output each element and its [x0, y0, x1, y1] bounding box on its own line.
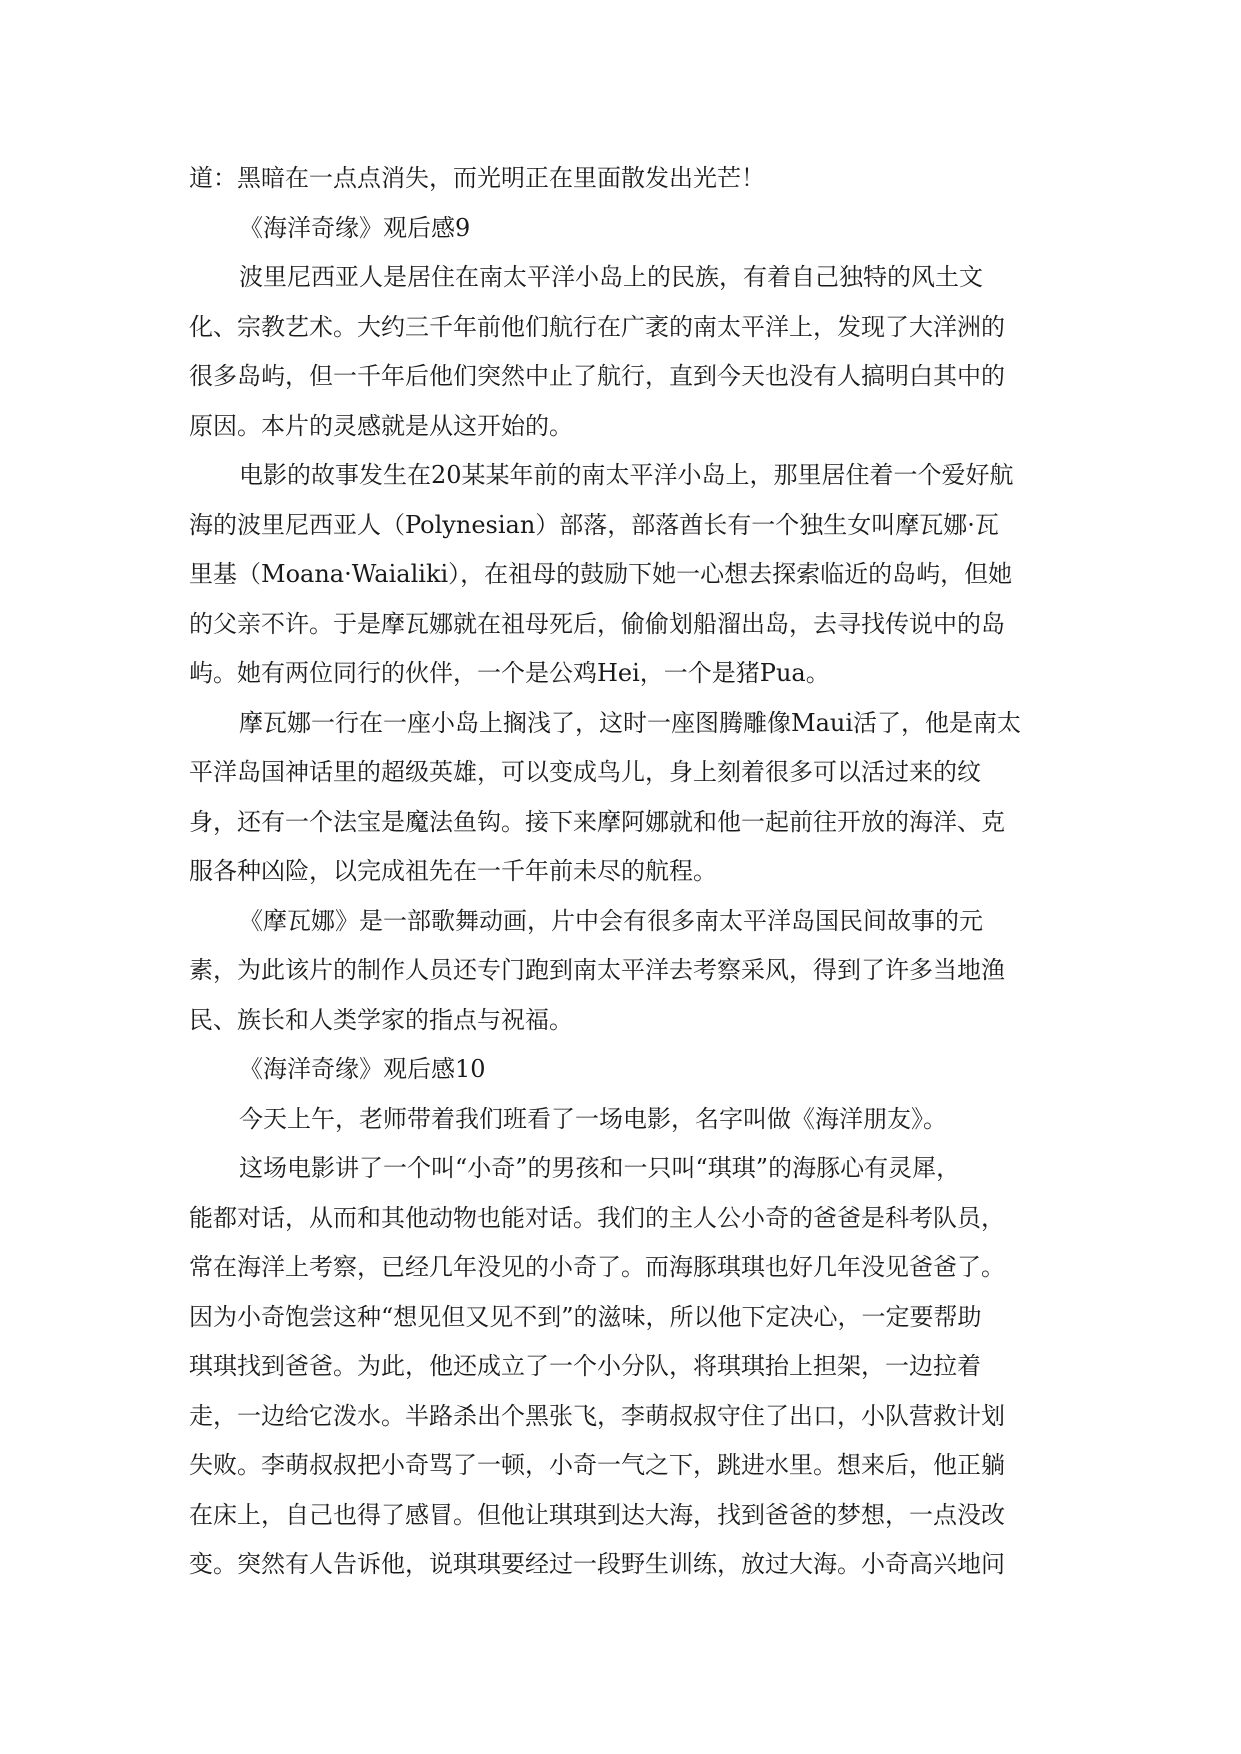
text-line: 素，为此该片的制作人员还专门跑到南太平洋去考察采风，得到了许多当地渔 [189, 956, 1005, 984]
text-line: 《海洋奇缘》观后感10 [239, 1055, 486, 1083]
text-line: 因为小奇饱尝这种“想见但又见不到”的滋味，所以他下定决心，一定要帮助 [189, 1302, 982, 1331]
text-line: 电影的故事发生在20某某年前的南太平洋小岛上，那里居住着一个爱好航 [239, 461, 1014, 489]
text-line: 化、宗教艺术。大约三千年前他们航行在广袤的南太平洋上，发现了大洋洲的 [189, 312, 1005, 341]
text-line: 变。突然有人告诉他，说琪琪要经过一段野生训练，放过大海。小奇高兴地问 [189, 1550, 1005, 1578]
text-line: 失败。李萌叔叔把小奇骂了一顿，小奇一气之下，跳进水里。想来后，他正躺 [189, 1451, 1005, 1479]
text-line: 今天上午，老师带着我们班看了一场电影，名字叫做《海洋朋友》。 [239, 1104, 947, 1133]
text-line: 波里尼西亚人是居住在南太平洋小岛上的民族，有着自己独特的风土文 [239, 263, 983, 291]
text-line: 的父亲不许。于是摩瓦娜就在祖母死后，偷偷划船溜出岛，去寻找传说中的岛 [189, 609, 1005, 638]
text-line: 摩瓦娜一行在一座小岛上搁浅了，这时一座图腾雕像Maui活了，他是南太 [239, 708, 1022, 737]
text-line: 海的波里尼西亚人（Polynesian）部落，部落酋长有一个独生女叫摩瓦娜·瓦 [189, 510, 999, 539]
text-line: 常在海洋上考察，已经几年没见的小奇了。而海豚琪琪也好几年没见爸爸了。 [189, 1253, 1005, 1281]
text-line: 能都对话，从而和其他动物也能对话。我们的主人公小奇的爸爸是科考队员， [189, 1203, 1005, 1232]
body-text [189, 154, 1051, 1590]
text-line: 《海洋奇缘》观后感9 [239, 213, 471, 242]
text-line: 里基（Moana·Waialiki），在祖母的鼓励下她一心想去探索临近的岛屿，但她 [189, 560, 1013, 588]
text-line: 走，一边给它泼水。半路杀出个黑张飞，李萌叔叔守住了出口，小队营救计划 [189, 1401, 1005, 1430]
text-line: 很多岛屿，但一千年后他们突然中止了航行，直到今天也没有人搞明白其中的 [189, 362, 1005, 390]
text-line: 琪琪找到爸爸。为此，他还成立了一个小分队，将琪琪抬上担架，一边拉着 [189, 1352, 981, 1380]
text-line: 这场电影讲了一个叫“小奇”的男孩和一只叫“琪琪”的海豚心有灵犀， [239, 1154, 961, 1182]
text-line: 原因。本片的灵感就是从这开始的。 [189, 411, 573, 440]
text-line: 身，还有一个法宝是魔法鱼钩。接下来摩阿娜就和他一起前往开放的海洋、克 [189, 807, 1005, 836]
text-line: 《摩瓦娜》是一部歌舞动画，片中会有很多南太平洋岛国民间故事的元 [239, 906, 983, 935]
text-line: 道：黑暗在一点点消失，而光明正在里面散发出光芒！ [189, 164, 765, 192]
text-line: 民、族长和人类学家的指点与祝福。 [189, 1005, 573, 1034]
text-line: 在床上，自己也得了感冒。但他让琪琪到达大海，找到爸爸的梦想，一点没改 [189, 1500, 1005, 1529]
text-line: 屿。她有两位同行的伙伴，一个是公鸡Hei，一个是猪Pua。 [189, 659, 830, 687]
text-line: 平洋岛国神话里的超级英雄，可以变成鸟儿，身上刻着很多可以活过来的纹 [189, 758, 981, 786]
text-line: 服各种凶险，以完成祖先在一千年前未尽的航程。 [189, 857, 717, 885]
